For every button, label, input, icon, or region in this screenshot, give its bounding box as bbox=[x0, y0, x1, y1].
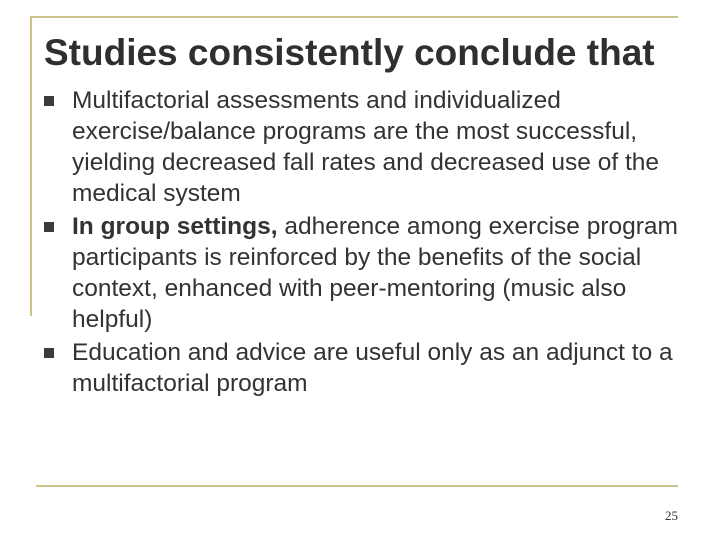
bullet-text: Multifactorial assessments and individualized exercise/balance programs are the most successful, yielding decreased fall rates and decreased use of the medical system bbox=[72, 87, 660, 207]
square-bullet-icon bbox=[44, 348, 54, 358]
square-bullet-icon bbox=[44, 222, 54, 232]
bullet-item-education bbox=[44, 337, 684, 399]
bullet-list bbox=[44, 85, 684, 401]
bullet-text: adherence among exercise program participants is reinforced by the benefits of the social context, enhanced with peer-mentoring (music also helpful) bbox=[72, 213, 678, 333]
bullet-item-group-settings bbox=[44, 211, 684, 335]
slide-left-border bbox=[30, 16, 32, 316]
slide-top-border bbox=[30, 16, 678, 18]
square-bullet-icon bbox=[44, 96, 54, 106]
slide-bottom-border bbox=[36, 485, 678, 487]
page-number: 25 bbox=[665, 508, 678, 523]
bullet-text: Education and advice are useful only as an adjunct to a multifactorial program bbox=[72, 339, 673, 397]
bullet-lead-bold: In group settings, bbox=[72, 213, 278, 240]
bullet-item-multifactorial bbox=[44, 85, 684, 209]
slide-title: Studies consistently conclude that bbox=[44, 32, 655, 73]
